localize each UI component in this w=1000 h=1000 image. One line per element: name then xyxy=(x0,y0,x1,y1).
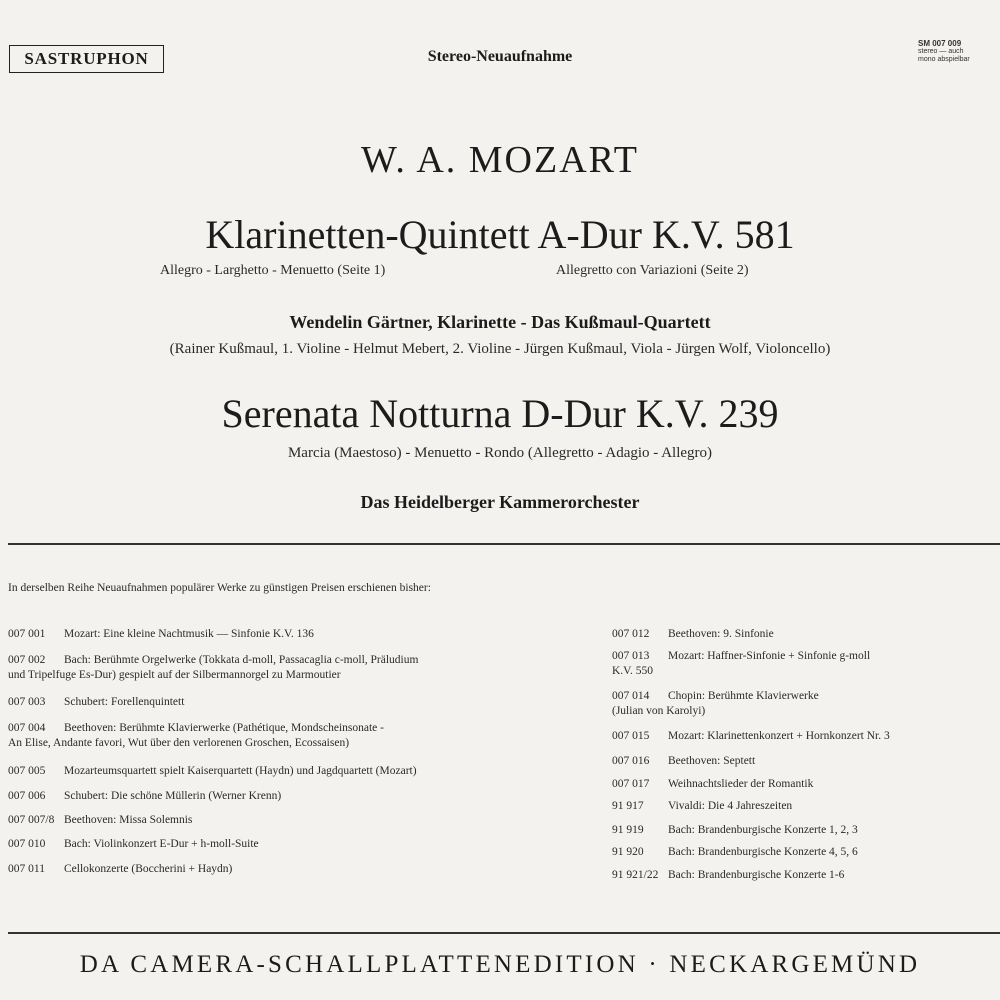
catalog-entry xyxy=(612,868,844,883)
catalog-entry-number: 007 007/8 xyxy=(8,814,55,826)
catalog-entry-line xyxy=(8,721,384,736)
catalog-entry-text: An Elise, Andante favori, Wut über den verlorenen Groschen, Ecossaisen) xyxy=(8,737,350,749)
catalog-entry-number: 91 917 xyxy=(612,800,644,812)
catalog-info xyxy=(918,40,1000,64)
catalog-entry-number: 007 004 xyxy=(8,722,46,734)
catalog-entry-number: 007 003 xyxy=(8,696,46,708)
work2-movements: Marcia (Maestoso) - Menuetto - Rondo (Allegretto - Adagio - Allegro) xyxy=(287,445,713,461)
label-name: SASTRUPHON xyxy=(24,49,149,68)
catalog-entry-number: 007 010 xyxy=(8,838,46,850)
catalog-entry-text: Bach: Brandenburgische Konzerte 1, 2, 3 xyxy=(668,824,858,836)
catalog-entry-text: Beethoven: Missa Solemnis xyxy=(64,814,193,826)
catalog-entry xyxy=(612,627,774,642)
catalog-note-2: mono abspielbar xyxy=(918,56,970,63)
catalog-entry xyxy=(8,721,384,751)
catalog-entry-line xyxy=(612,664,870,679)
catalog-entry xyxy=(612,754,755,769)
catalog-entry-line xyxy=(8,653,418,668)
catalog-entry-text: und Tripelfuge Es-Dur) gespielt auf der Silbermannorgel zu Marmoutier xyxy=(8,669,341,681)
catalog-entry-number: 007 011 xyxy=(8,863,45,875)
catalog-entry-line xyxy=(612,799,792,814)
catalog-entry-number: 007 006 xyxy=(8,790,46,802)
catalog-entry xyxy=(612,823,858,838)
catalog-entry xyxy=(8,764,417,779)
work1-title: Klarinetten-Quintett A-Dur K.V. 581 xyxy=(205,212,795,257)
composer-name: W. A. MOZART xyxy=(361,139,639,181)
catalog-entry xyxy=(612,689,819,719)
catalog-entry xyxy=(8,813,192,828)
catalog-entry-line xyxy=(612,777,813,792)
catalog-entry-number: 007 002 xyxy=(8,654,46,666)
catalog-entry-text: K.V. 550 xyxy=(612,665,654,677)
catalog-entry-number: 91 920 xyxy=(612,846,644,858)
catalog-entry-text: Mozarteumsquartett spielt Kaiserquartett (Haydn) und Jagdquartett (Mozart) xyxy=(64,765,417,777)
work1-performers: Wendelin Gärtner, Klarinette - Das Kußmaul-Quartett xyxy=(289,312,711,332)
catalog-entry-text: Bach: Violinkonzert E-Dur + h-moll-Suite xyxy=(64,838,259,850)
catalog-entry-line xyxy=(612,689,819,704)
divider-top xyxy=(8,543,1000,545)
catalog-entry-number: 91 919 xyxy=(612,824,644,836)
catalog-entry-number: 91 921/22 xyxy=(612,869,659,881)
catalog-entry-line xyxy=(612,823,858,838)
catalog-entry-line xyxy=(8,862,232,877)
catalog-entry-text: Bach: Berühmte Orgelwerke (Tokkata d-moll, Passacaglia c-moll, Präludium xyxy=(64,654,419,666)
catalog-entry xyxy=(612,729,890,744)
catalog-entry-line xyxy=(8,813,192,828)
catalog-entry xyxy=(8,695,184,710)
catalog-entry-number: 007 001 xyxy=(8,628,46,640)
catalog-entry-line xyxy=(8,764,417,779)
label-logo xyxy=(9,45,164,73)
catalog-note-1: stereo — auch xyxy=(918,48,964,55)
catalog-entry-text: Schubert: Die schöne Müllerin (Werner Krenn) xyxy=(64,790,282,802)
catalog-entry-text: Cellokonzerte (Boccherini + Haydn) xyxy=(64,863,233,875)
catalog-entry-number: 007 017 xyxy=(612,778,650,790)
catalog-entry-line xyxy=(8,627,314,642)
catalog-entry-number: 007 015 xyxy=(612,730,650,742)
work1-movements-side1: Allegro - Larghetto - Menuetto (Seite 1) xyxy=(160,263,386,278)
catalog-entry xyxy=(612,845,858,860)
work1-members: (Rainer Kußmaul, 1. Violine - Helmut Mebert, 2. Violine - Jürgen Kußmaul, Viola - Jürgen Wolf, Violoncello) xyxy=(169,341,831,357)
catalog-entry-text: Weihnachtslieder der Romantik xyxy=(668,778,814,790)
publisher-footer: DA CAMERA-SCHALLPLATTENEDITION · NECKARGEMÜND xyxy=(79,951,921,978)
catalog-entry-line xyxy=(612,649,870,664)
catalog-entry-line xyxy=(612,729,890,744)
catalog-entry xyxy=(8,653,418,683)
catalog-entry-text: Bach: Brandenburgische Konzerte 1-6 xyxy=(668,869,845,881)
catalog-entry-line xyxy=(8,789,281,804)
catalog-entry-line xyxy=(8,837,259,852)
catalog-entry-text: Beethoven: Septett xyxy=(668,755,756,767)
catalog-entry-text: Beethoven: 9. Sinfonie xyxy=(668,628,774,640)
catalog-entry-number: 007 016 xyxy=(612,755,650,767)
work2-performers: Das Heidelberger Kammerorchester xyxy=(360,492,640,512)
catalog-entry-number: 007 012 xyxy=(612,628,650,640)
catalog-entry xyxy=(8,837,259,852)
catalog-entry-text: Chopin: Berühmte Klavierwerke xyxy=(668,690,819,702)
catalog-entry xyxy=(8,862,232,877)
catalog-entry-text: Mozart: Eine kleine Nachtmusik — Sinfonie K.V. 136 xyxy=(64,628,314,640)
catalog-entry xyxy=(8,789,281,804)
series-intro: In derselben Reihe Neuaufnahmen populärer Werke zu günstigen Preisen erschienen bisher: xyxy=(8,582,431,594)
work1-movements-side2: Allegretto con Variazioni (Seite 2) xyxy=(556,263,749,278)
catalog-entry xyxy=(612,799,792,814)
catalog-entry-line xyxy=(612,754,755,769)
catalog-entry-number: 007 014 xyxy=(612,690,650,702)
catalog-entry-text: Schubert: Forellenquintett xyxy=(64,696,185,708)
catalog-entry-line xyxy=(8,736,384,751)
catalog-entry xyxy=(612,649,870,679)
catalog-entry-line xyxy=(612,845,858,860)
catalog-entry-line xyxy=(612,868,844,883)
catalog-entry-text: Beethoven: Berühmte Klavierwerke (Pathétique, Mondscheinsonate - xyxy=(64,722,384,734)
divider-bottom xyxy=(8,932,1000,934)
catalog-entry-number: 007 013 xyxy=(612,650,650,662)
catalog-entry-text: Bach: Brandenburgische Konzerte 4, 5, 6 xyxy=(668,846,858,858)
catalog-entry-line xyxy=(8,668,418,683)
catalog-entry-text: Mozart: Klarinettenkonzert + Hornkonzert Nr. 3 xyxy=(668,730,890,742)
recording-type: Stereo-Neuaufnahme xyxy=(427,48,573,65)
catalog-number: SM 007 009 xyxy=(918,39,962,48)
catalog-entry-text: Vivaldi: Die 4 Jahreszeiten xyxy=(668,800,793,812)
catalog-entry-text: (Julian von Karolyi) xyxy=(612,705,706,717)
work2-title: Serenata Notturna D-Dur K.V. 239 xyxy=(221,391,779,436)
catalog-entry-line xyxy=(612,704,819,719)
catalog-entry-number: 007 005 xyxy=(8,765,46,777)
catalog-entry-line xyxy=(8,695,184,710)
catalog-entry-line xyxy=(612,627,774,642)
catalog-entry-text: Mozart: Haffner-Sinfonie + Sinfonie g-moll xyxy=(668,650,871,662)
catalog-entry xyxy=(8,627,314,642)
catalog-entry xyxy=(612,777,813,792)
